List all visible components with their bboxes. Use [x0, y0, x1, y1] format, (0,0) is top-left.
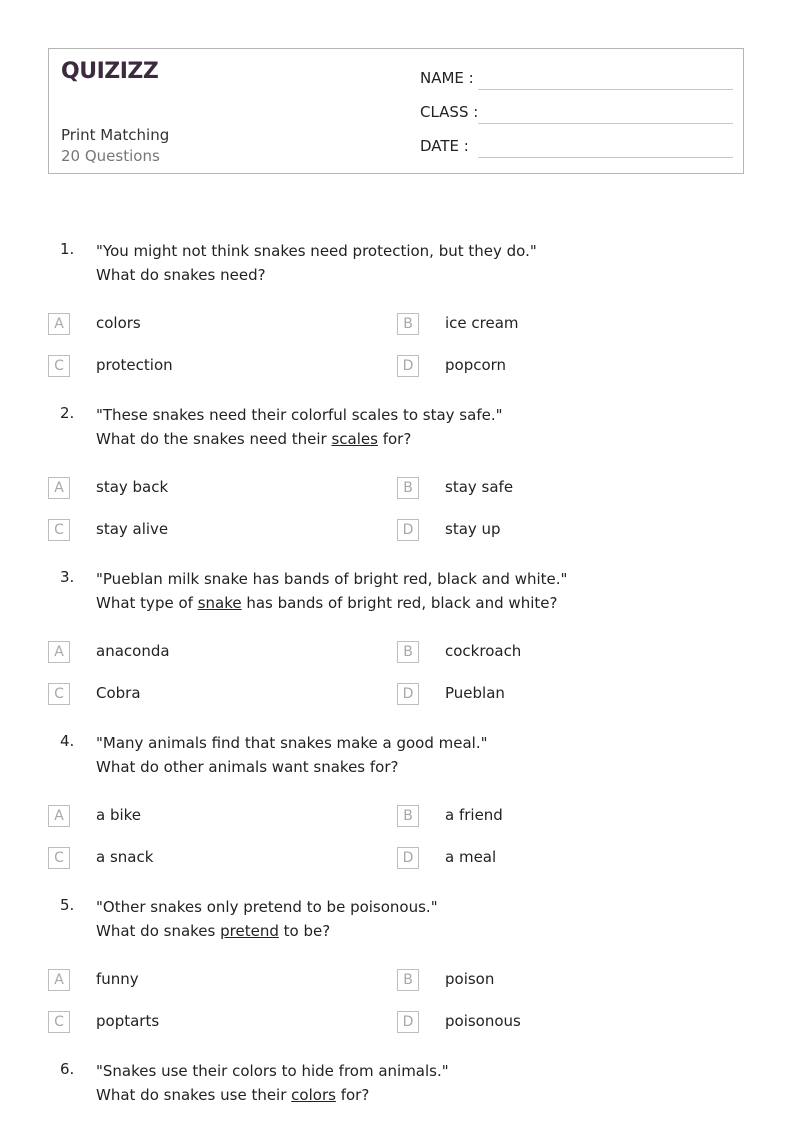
question-number: 3. [60, 568, 75, 586]
option-text: poisonous [445, 1012, 521, 1030]
question-quote: "Other snakes only pretend to be poisonous." [96, 898, 438, 916]
option-letter-box: C [48, 519, 70, 541]
prompt-segment: What do snakes [96, 922, 221, 940]
prompt-segment: to be? [278, 922, 331, 940]
option-letter-box: B [397, 477, 419, 499]
underlined-keyword: scales [331, 430, 378, 448]
option-letter-box: B [397, 805, 419, 827]
option-text: poison [445, 970, 495, 988]
question-text [96, 1059, 736, 1107]
prompt-segment: What do snakes use their [96, 1086, 292, 1104]
underlined-keyword: colors [291, 1086, 336, 1104]
question-prompt [96, 919, 736, 943]
question-prompt [96, 591, 736, 615]
option-text: a snack [96, 848, 154, 866]
option-text: protection [96, 356, 173, 374]
question-number: 5. [60, 896, 75, 914]
option-letter-box: C [48, 1011, 70, 1033]
option-text: colors [96, 314, 141, 332]
option-text: funny [96, 970, 139, 988]
prompt-segment: What do snakes need? [96, 266, 266, 284]
prompt-segment: for? [377, 430, 412, 448]
prompt-segment: has bands of bright red, black and white? [241, 594, 558, 612]
prompt-segment: What do other animals want snakes for? [96, 758, 399, 776]
question-quote: "Many animals find that snakes make a good meal." [96, 734, 488, 752]
underlined-keyword: pretend [220, 922, 279, 940]
question-number: 4. [60, 732, 75, 750]
quizizz-logo: QUIZIZZ [61, 59, 159, 84]
prompt-segment: for? [335, 1086, 370, 1104]
option-letter-box: C [48, 355, 70, 377]
option-text: a bike [96, 806, 142, 824]
option-letter-box: D [397, 847, 419, 869]
option-letter-box: B [397, 969, 419, 991]
question-prompt [96, 755, 736, 779]
name-line [478, 89, 733, 90]
date-line [478, 157, 733, 158]
underlined-keyword: snake [197, 594, 242, 612]
question-prompt [96, 263, 736, 287]
prompt-segment: What do the snakes need their [96, 430, 332, 448]
option-letter-box: A [48, 641, 70, 663]
option-letter-box: A [48, 969, 70, 991]
option-text: popcorn [445, 356, 507, 374]
option-text: ice cream [445, 314, 519, 332]
question-text [96, 895, 736, 943]
option-letter-box: D [397, 1011, 419, 1033]
worksheet-header [48, 48, 744, 174]
question-text [96, 567, 736, 615]
option-letter-box: C [48, 683, 70, 705]
question-count: 20 Questions [61, 147, 160, 165]
question-text [96, 731, 736, 779]
option-text: anaconda [96, 642, 170, 660]
question-quote: "These snakes need their colorful scales to stay safe." [96, 406, 503, 424]
question-quote: "Pueblan milk snake has bands of bright red, black and white." [96, 570, 568, 588]
question-quote: "You might not think snakes need protection, but they do." [96, 242, 537, 260]
option-text: poptarts [96, 1012, 160, 1030]
option-text: cockroach [445, 642, 522, 660]
question-number: 2. [60, 404, 75, 422]
option-letter-box: C [48, 847, 70, 869]
class-line [478, 123, 733, 124]
option-letter-box: A [48, 477, 70, 499]
worksheet-title: Print Matching [61, 126, 170, 144]
option-letter-box: D [397, 683, 419, 705]
question-number: 1. [60, 240, 75, 258]
option-letter-box: D [397, 519, 419, 541]
class-label: CLASS : [420, 103, 479, 121]
option-text: a friend [445, 806, 503, 824]
question-number: 6. [60, 1060, 75, 1078]
prompt-segment: What type of [96, 594, 198, 612]
question-prompt [96, 1083, 736, 1107]
question-text [96, 239, 736, 287]
option-text: Pueblan [445, 684, 505, 702]
option-letter-box: A [48, 805, 70, 827]
question-text [96, 403, 736, 451]
option-letter-box: B [397, 641, 419, 663]
question-quote: "Snakes use their colors to hide from animals." [96, 1062, 449, 1080]
option-text: Cobra [96, 684, 141, 702]
option-letter-box: B [397, 313, 419, 335]
option-letter-box: D [397, 355, 419, 377]
question-prompt [96, 427, 736, 451]
name-label: NAME : [420, 69, 474, 87]
option-text: stay alive [96, 520, 169, 538]
option-text: stay up [445, 520, 501, 538]
option-text: stay safe [445, 478, 514, 496]
date-label: DATE : [420, 137, 469, 155]
option-text: a meal [445, 848, 497, 866]
option-text: stay back [96, 478, 169, 496]
option-letter-box: A [48, 313, 70, 335]
